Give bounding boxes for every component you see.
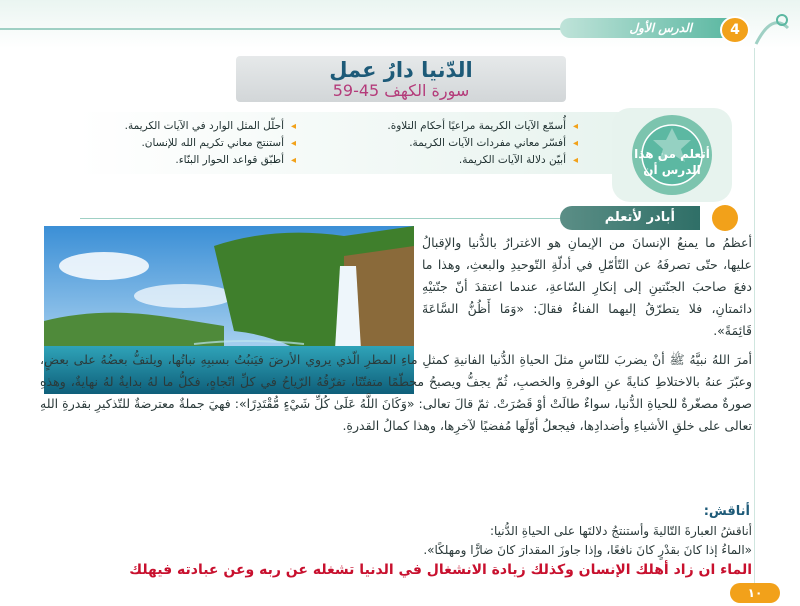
objective-item: ◂ أحلّل المثل الوارد في الآيات الكريمة. (96, 118, 296, 135)
discuss-quote: «الماءُ إذا كانَ بقدْرٍ كانَ نافعًا، وإذا جاوزَ المقدارَ كانَ ضارًّا ومهلكًا». (423, 543, 752, 557)
main-paragraph: أمرَ اللهُ نبيَّهُ ﷺ أنْ يضربَ للنّاسِ مثلَ الحياةِ الدُّنيا الفانيةِ كمثلِ ماءِ المطرِ الّذي يروي الأرضَ فيَنبُتُ بسببِهِ نباتُها، ويلتفُّ بعضُهُ على بعضٍ، وعبّرَ عنهُ بالاختلاطِ كنايةً عنِ الوفرةِ والخصبِ، ثُمّ يجفُّ ويصبحُ محطّمًا متفتّتًا، تفرّقُهُ الرّياحُ في كلِّ اتّجاهٍ، فكلُّ ما لهُ بدايةٌ لهُ نهايةٌ، وهذهِ صورةٌ مصغّرةٌ للحياةِ الدُّنيا، سواءٌ طالَتْ أوْ قَصُرَتْ. ثمّ قالَ تعالى: «وَكَانَ اللَّهُ عَلَىٰ كُلِّ شَيْءٍ مُّقْتَدِرًا»: فهيَ جملةٌ معترضةٌ للتّذكيرِ بقدرةِ اللهِ تعالى على خلقِ الأشياءِ وأضدادِها، فيجعلُ أوّلَها مُفضيًا لآخرِها، وهذا كمالُ القدرةِ. (40, 352, 752, 433)
section-title: أبادر لأتعلم (604, 210, 675, 225)
lesson-number: 4 (720, 16, 750, 44)
section-rule (80, 218, 560, 219)
lesson-label: الدرس الأول (629, 21, 692, 35)
discuss-heading: أناقش: (703, 504, 750, 519)
objectives-left (96, 118, 296, 169)
objective-item: ◂ أستنتج معاني تكريم الله للإنسان. (96, 135, 296, 152)
objective-item: ◂ أطبّق قواعد الحوار البنّاء. (96, 152, 296, 169)
ornament-icon (752, 8, 792, 48)
pencil-icon (712, 205, 738, 231)
objective-item: ◂ أُسمّع الآيات الكريمة مراعيًا أحكام التلاوة. (348, 118, 578, 135)
page-number: ١٠ (730, 583, 780, 603)
objective-item: ◂ أبيّن دلالة الآيات الكريمة. (348, 152, 578, 169)
intro-paragraph: أعظمُ ما يمنعُ الإنسانَ من الإيمانِ هو الاغترارُ بالدُّنيا والإقبالُ عليها، حتّى تصرفَهُ عن التّأمّلِ في أدلّةِ التّوحيدِ والبعثِ، وهذا ما دفعَ صاحبَ الجنّتينِ إلى إنكارِ السّاعةِ، عندما اعتقدَ أنّ جنّتيْهِ دائمتانِ، فلا يتطرّقُ إليهما الفناءُ فقالَ: «وَمَا أَظُنُّ السَّاعَةَ قَائِمَةً». (422, 235, 752, 338)
handwritten-answer: الماء ان زاد أهلك الإنسان وكذلك زيادة الانشغال في الدنيا تشغله عن ربه وعن عبادته فيهلك (129, 562, 752, 578)
objectives-badge-label: أتعلم من هذا الدرس أن (634, 147, 710, 177)
page-subtitle: سورة الكهف 45-59 (332, 81, 470, 100)
objectives-right (348, 118, 578, 169)
page-title: الدّنيا دارُ عمل (329, 58, 473, 82)
discuss-intro: أناقشُ العبارةَ التّاليةَ وأستنتجُ دلالتَها على الحياةِ الدُّنيا: (489, 524, 752, 538)
objective-item: ◂ أفسّر معاني مفردات الآيات الكريمة. (348, 135, 578, 152)
discuss-block (300, 522, 752, 560)
margin-line (754, 48, 755, 588)
